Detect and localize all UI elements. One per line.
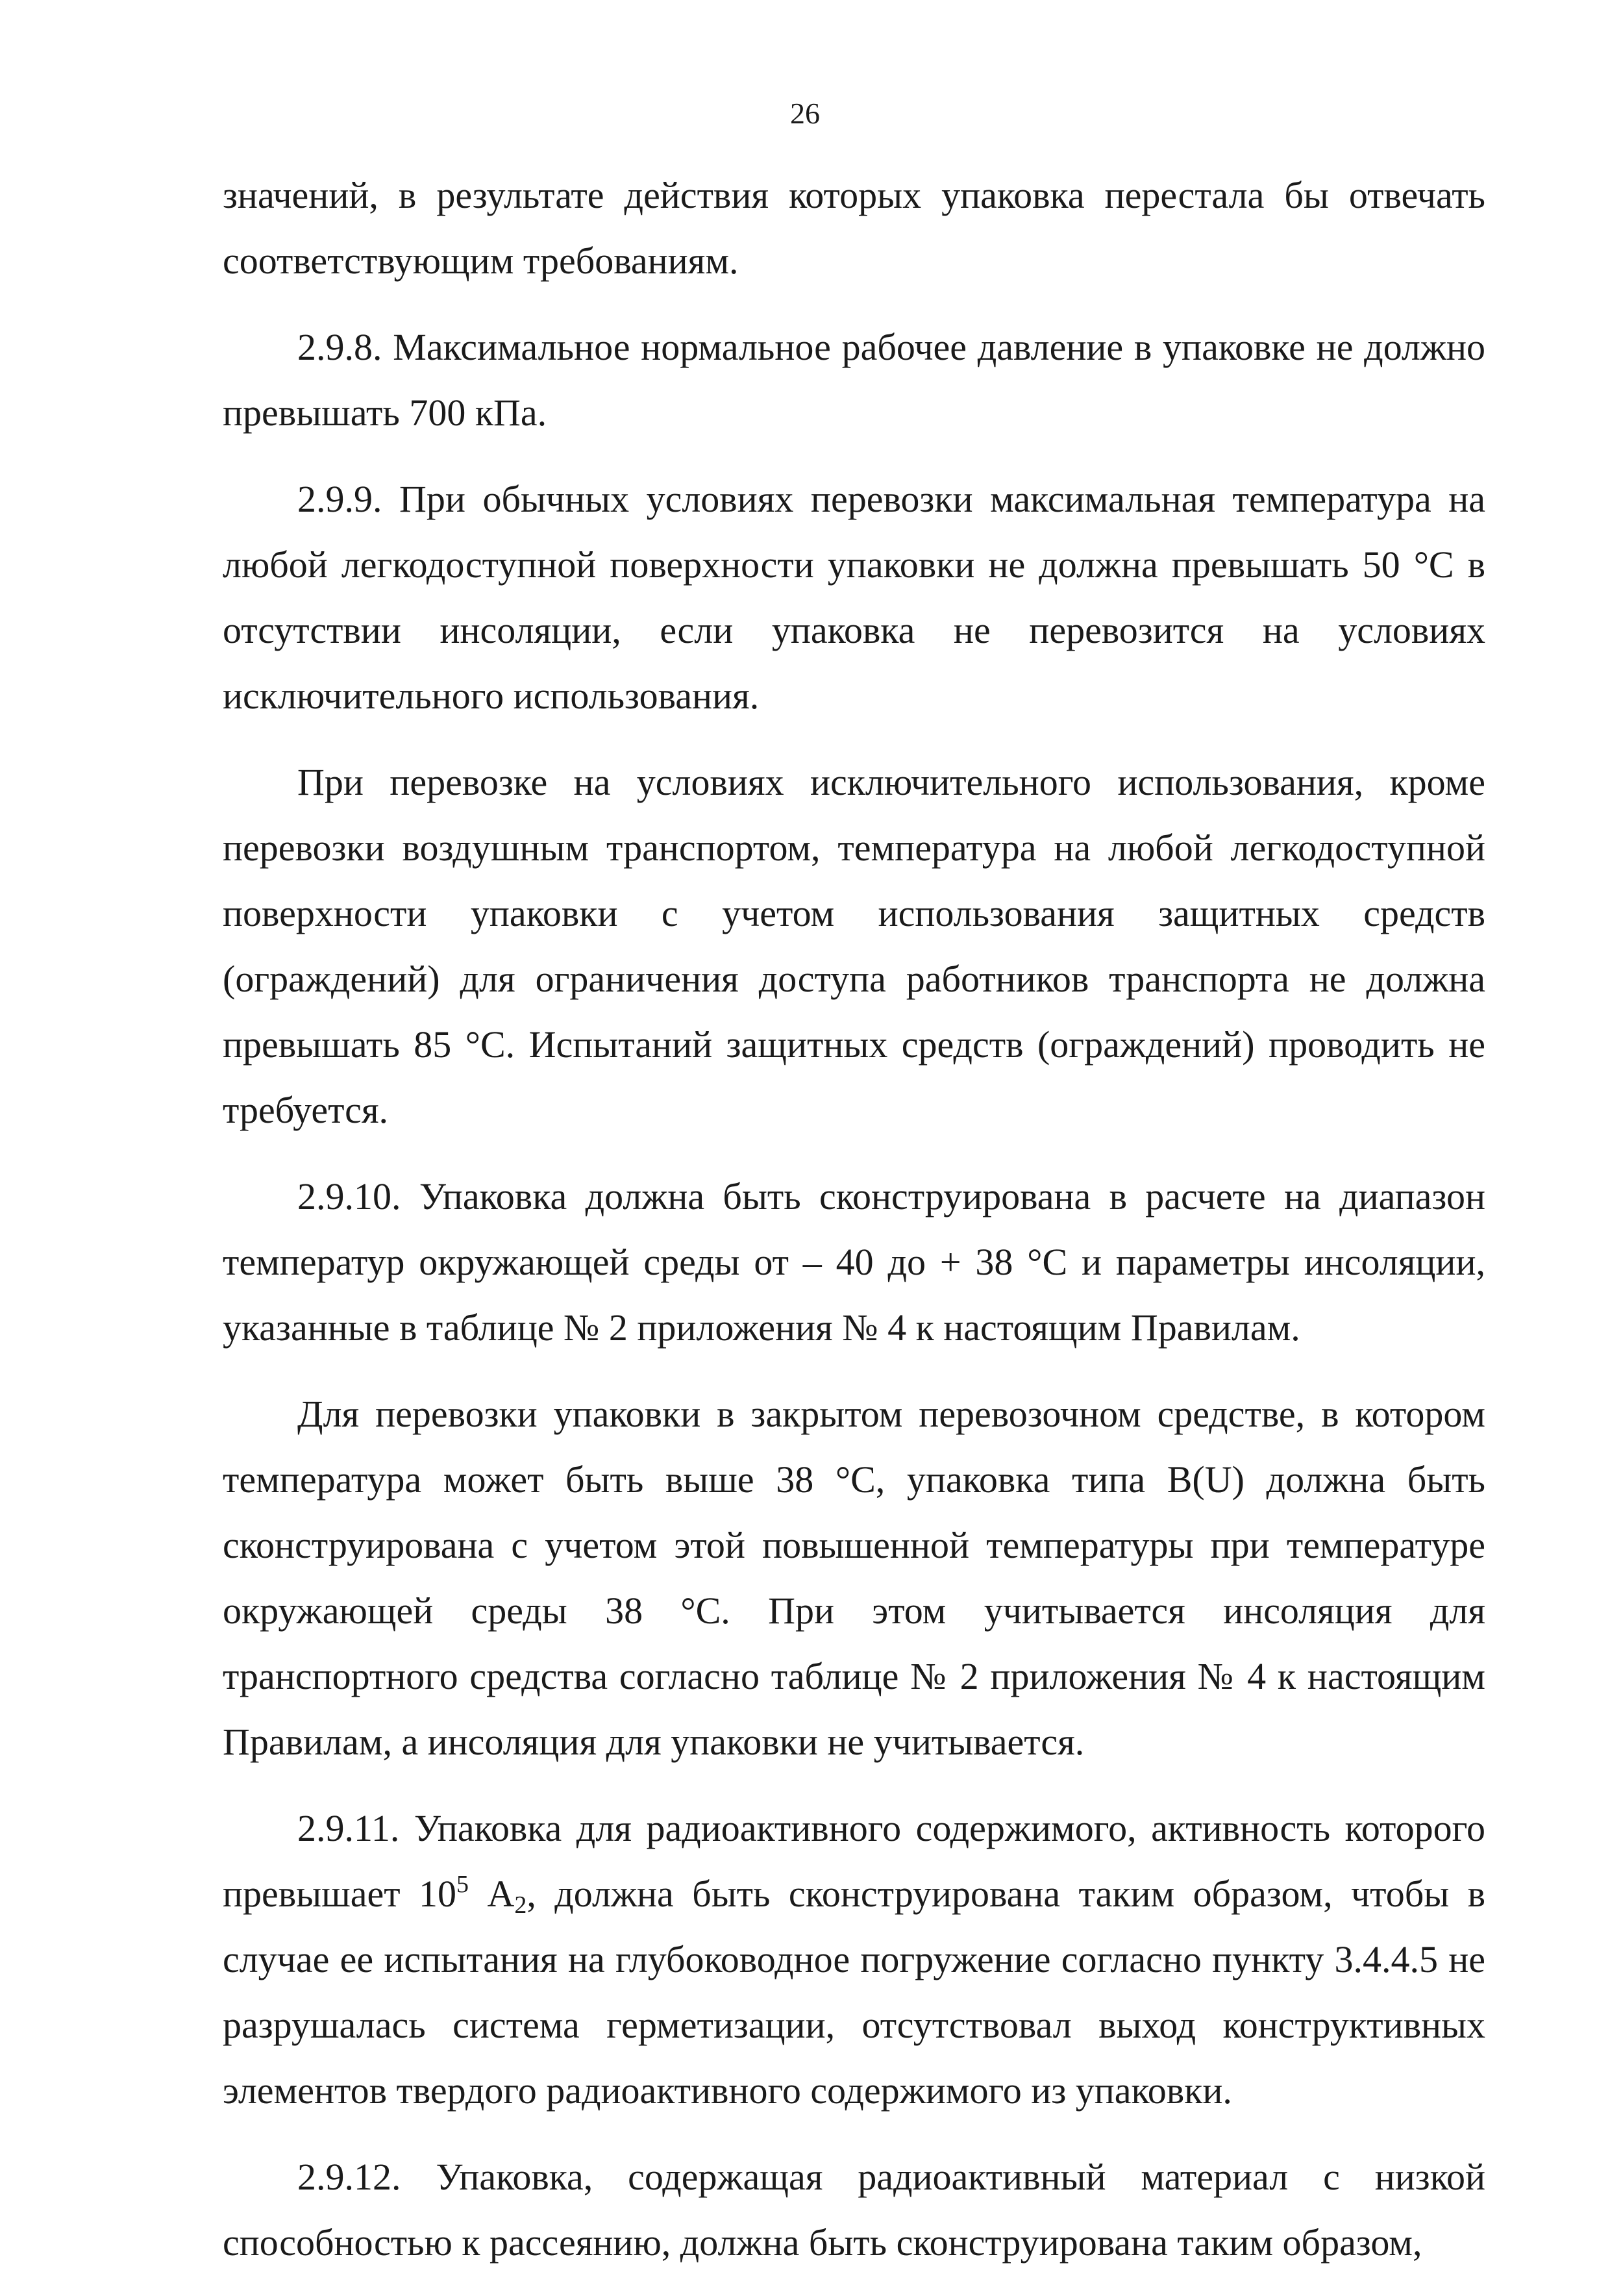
paragraph-exclusive-use: При перевозке на условиях исключительного использования, кроме перевозки воздушным транспортом, температура на любой легкодоступной поверхности упаковки с учетом использования защитных средств (ограждений) для ограничения доступа работников транспорта не должна превышать 85 °С. Испытаний защитных средств (ограждений) проводить не требуется. bbox=[223, 761, 1485, 1131]
activity-a-subscript: 2 bbox=[514, 1891, 527, 1919]
page-number: 26 bbox=[790, 97, 820, 130]
activity-limit bbox=[419, 1871, 527, 1919]
activity-exponent: 5 bbox=[456, 1871, 469, 1898]
activity-base: 10 bbox=[419, 1873, 457, 1915]
paragraph-2-9-11-rest: , должна быть сконструирована таким образом, чтобы в случае ее испытания на глубоководное погружение согласно пункту 3.4.4.5 не разрушалась система герметизации, отсутствовал выход конструктивных элементов твердого радиоактивного содержимого из упаковки. bbox=[223, 1873, 1485, 2112]
paragraph-continuation: значений, в результате действия которых упаковка перестала бы отвечать соответствующим требованиям. bbox=[223, 174, 1485, 282]
paragraph-closed-vehicle: Для перевозки упаковки в закрытом перевозочном средстве, в котором температура может быть выше 38 °С, упаковка типа B(U) должна быть сконструирована с учетом этой повышенной температуры при температуре окружающей среды 38 °С. При этом учитывается инсоляция для транспортного средства согласно таблице № 2 приложения № 4 к настоящим Правилам, а инсоляция для упаковки не учитывается. bbox=[223, 1393, 1485, 1763]
paragraph-2-9-12: 2.9.12. Упаковка, содержащая радиоактивный материал с низкой способностью к рассеянию, должна быть сконструирована таким образом, bbox=[223, 2156, 1485, 2264]
activity-a-symbol: А bbox=[487, 1873, 515, 1915]
document-body bbox=[223, 162, 1485, 2296]
paragraph-2-9-9: 2.9.9. При обычных условиях перевозки максимальная температура на любой легкодоступной поверхности упаковки не должна превышать 50 °С в отсутствии инсоляции, если упаковка не перевозится на условиях исключительного использования. bbox=[223, 478, 1485, 717]
paragraph-2-9-8: 2.9.8. Максимальное нормальное рабочее давление в упаковке не должно превышать 700 кПа. bbox=[223, 326, 1485, 434]
paragraph-2-9-11-lead: 2.9.11. Упаковка для радиоактивного содержимого, активность которого превышает bbox=[223, 1807, 1485, 1915]
paragraph-2-9-10: 2.9.10. Упаковка должна быть сконструирована в расчете на диапазон температур окружающей среды от – 40 до + 38 °С и параметры инсоляции, указанные в таблице № 2 приложения № 4 к настоящим Правилам. bbox=[223, 1175, 1485, 1349]
paragraph-2-9-11 bbox=[223, 1795, 1485, 2123]
